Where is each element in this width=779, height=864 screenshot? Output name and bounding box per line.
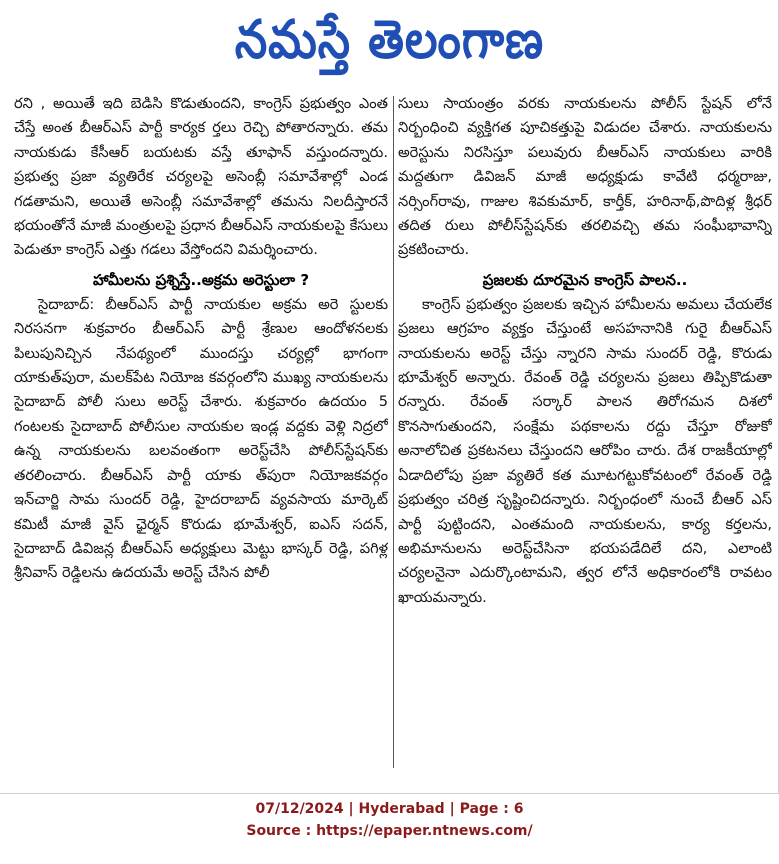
left-body-paragraph: సైదాబాద్: బీఆర్ఎస్ పార్టీ నాయకుల అక్రమ అరె స్టులకు నిరసనగా శుక్రవారం బీఆర్ఎస్ పార్టీ శ్రేణుల ఆందోళనలకు పిలుపునిచ్చిన నేపథ్యంలో ముందస్తు చర్యల్లో భాగంగా యాకుత్‌పురా, మలక్‌పేట నియోజ కవర్గంలోని ముఖ్య నాయకులను సైదాబాద్ పోలీ సులు అరెస్ట్ చేశారు. శుక్రవారం ఉదయం 5 గంటలకు సైదాబాద్ పోలీసుల నాయకుల ఇండ్ల వద్దకు వెళ్లి నిద్రలో ఉన్న నాయకులను బలవంతంగా అరెస్ట్‌చేసి పోలీస్‌స్టేషన్‌కు తరలించారు. బీఆర్ఎస్ పార్టీ యాకు త్‌పురా నియోజకవర్గం ఇన్‌చార్జి సామ సుందర్ రెడ్డి, హైదరాబాద్ వ్యవసాయ మార్కెట్ కమిటీ మాజీ వైస్ ఛైర్మన్ కొరుడు భూమేశ్వర్, ఐఎస్ సదన్, సైదాబాద్ డివిజన్ల బీఆర్ఎస్ అధ్యక్షులు మెట్టు భాస్కర్ రెడ్డి, పగిళ్ల శ్రీనివాస్ రెడ్డిలను ఉదయమే అరెస్ట్ చేసిన పోలీ: [14, 295, 388, 582]
column-divider: [393, 96, 394, 768]
right-paragraph: సులు సాయంత్రం వరకు నాయకులను పోలీస్ స్టేషన్ లోనే నిర్బంధించి వ్యక్తిగత పూచికత్తుపై విడుదల చేశారు. నాయకులను అరెస్టును నిరసిస్తూ పలువురు బీఆర్ఎస్ నాయకులు వారికి మద్దతుగా డివిజన్ మాజీ అధ్యక్షుడు కావేటి ధర్మరాజు, నర్సింగ్‌రావు, గాజుల శివకుమార్, కార్తీక్, హరినాథ్,పొదిళ్ల శ్రీధర్ తదిత రులు పోలీస్‌స్టేషన్‌కు తరలివచ్చి తమ సంఘీభావాన్ని ప్రకటించారు.: [398, 95, 772, 259]
right-subheading: ప్రజలకు దూరమైన కాంగ్రెస్ పాలన..: [482, 270, 688, 289]
source-footer: [0, 798, 779, 842]
right-column: [398, 92, 772, 774]
right-body-paragraph: కాంగ్రెస్ ప్రభుత్వం ప్రజలకు ఇచ్చిన హామీలను అమలు చేయలేక ప్రజలు ఆగ్రహం వ్యక్తం చేస్తుంటే అసహనానికి గురై బీఆర్ఎస్ నాయకులను అరెస్ట్ చేస్తు న్నారని సామ సుందర్ రెడ్డి, కొరుడు భూమేశ్వర్ అన్నారు. రేవంత్ రెడ్డి చర్యలను ప్రజలు తిప్పికొడుతా రన్నారు. రేవంత్ సర్కార్ పాలన తిరోగమన దిశలో కొనసాగుతుందని, సంక్షేమ పథకాలను రద్దు చేస్తూ రోజుకో అనాలోచిత ప్రకటనలు చేస్తుందని ఆరోపిం చారు. దేశ రాజకీయాల్లో ఏడాదిలోపు ప్రజా వ్యతిరే కత మూటగట్టుకోవటంలో రేవంత్ రెడ్డి ప్రభుత్వం చరిత్ర సృష్టించిదన్నారు. నిర్బంధంలో నుంచే బీఆర్ ఎస్ పార్టీ పుట్టిందని, ఎంతమంది నాయకులను, కార్య కర్తలను, అభిమానులను అరెస్ట్‌చేసినా భయపడేదిలే దని, ఎలాంటి చర్యలనైనా ఎదుర్కొంటామని, త్వర లోనే అధికారంలోకి రావటం ఖాయమన్నారు.: [398, 295, 772, 606]
newspaper-title: నమస్తే తెలంగాణ: [234, 8, 545, 71]
left-column: [14, 92, 388, 774]
left-paragraph: రని , అయితే ఇది బెడిసి కొడుతుందని, కాంగ్రెస్ ప్రభుత్వం ఎంత చేస్తే అంత బీఆర్ఎస్ పార్టీ కార్యక ర్తలు రెచ్చి పోతారన్నారు. తమ నాయకుడు కేసీఆర్ బయటకు వస్తే తూఫాన్ వస్తుందన్నారు. ప్రభుత్వ ప్రజా వ్యతిరేక చర్యలపై అసెంబ్లీ సమావేశాల్లో ఎండ గడతామని, అయితే అసెంబ్లీ సమావేశాల్లో తమను నిలదీస్తారనే భయంతోనే మాజీ మంత్రులపై ప్రధాన బీఆర్ఎస్ నాయకులపై కేసులు పెడుతూ కాంగ్రెస్ ఎత్తు గడలు వేస్తోందని విమర్శించారు.: [14, 95, 388, 259]
dateline: 07/12/2024 | Hyderabad | Page : 6: [255, 801, 524, 817]
masthead: [0, 0, 779, 92]
source-link[interactable]: Source : https://epaper.ntnews.com/: [246, 823, 533, 839]
left-subheading: హామీలను ప్రశ్నిస్తే..అక్రమ అరెస్టులా ?: [92, 270, 310, 289]
